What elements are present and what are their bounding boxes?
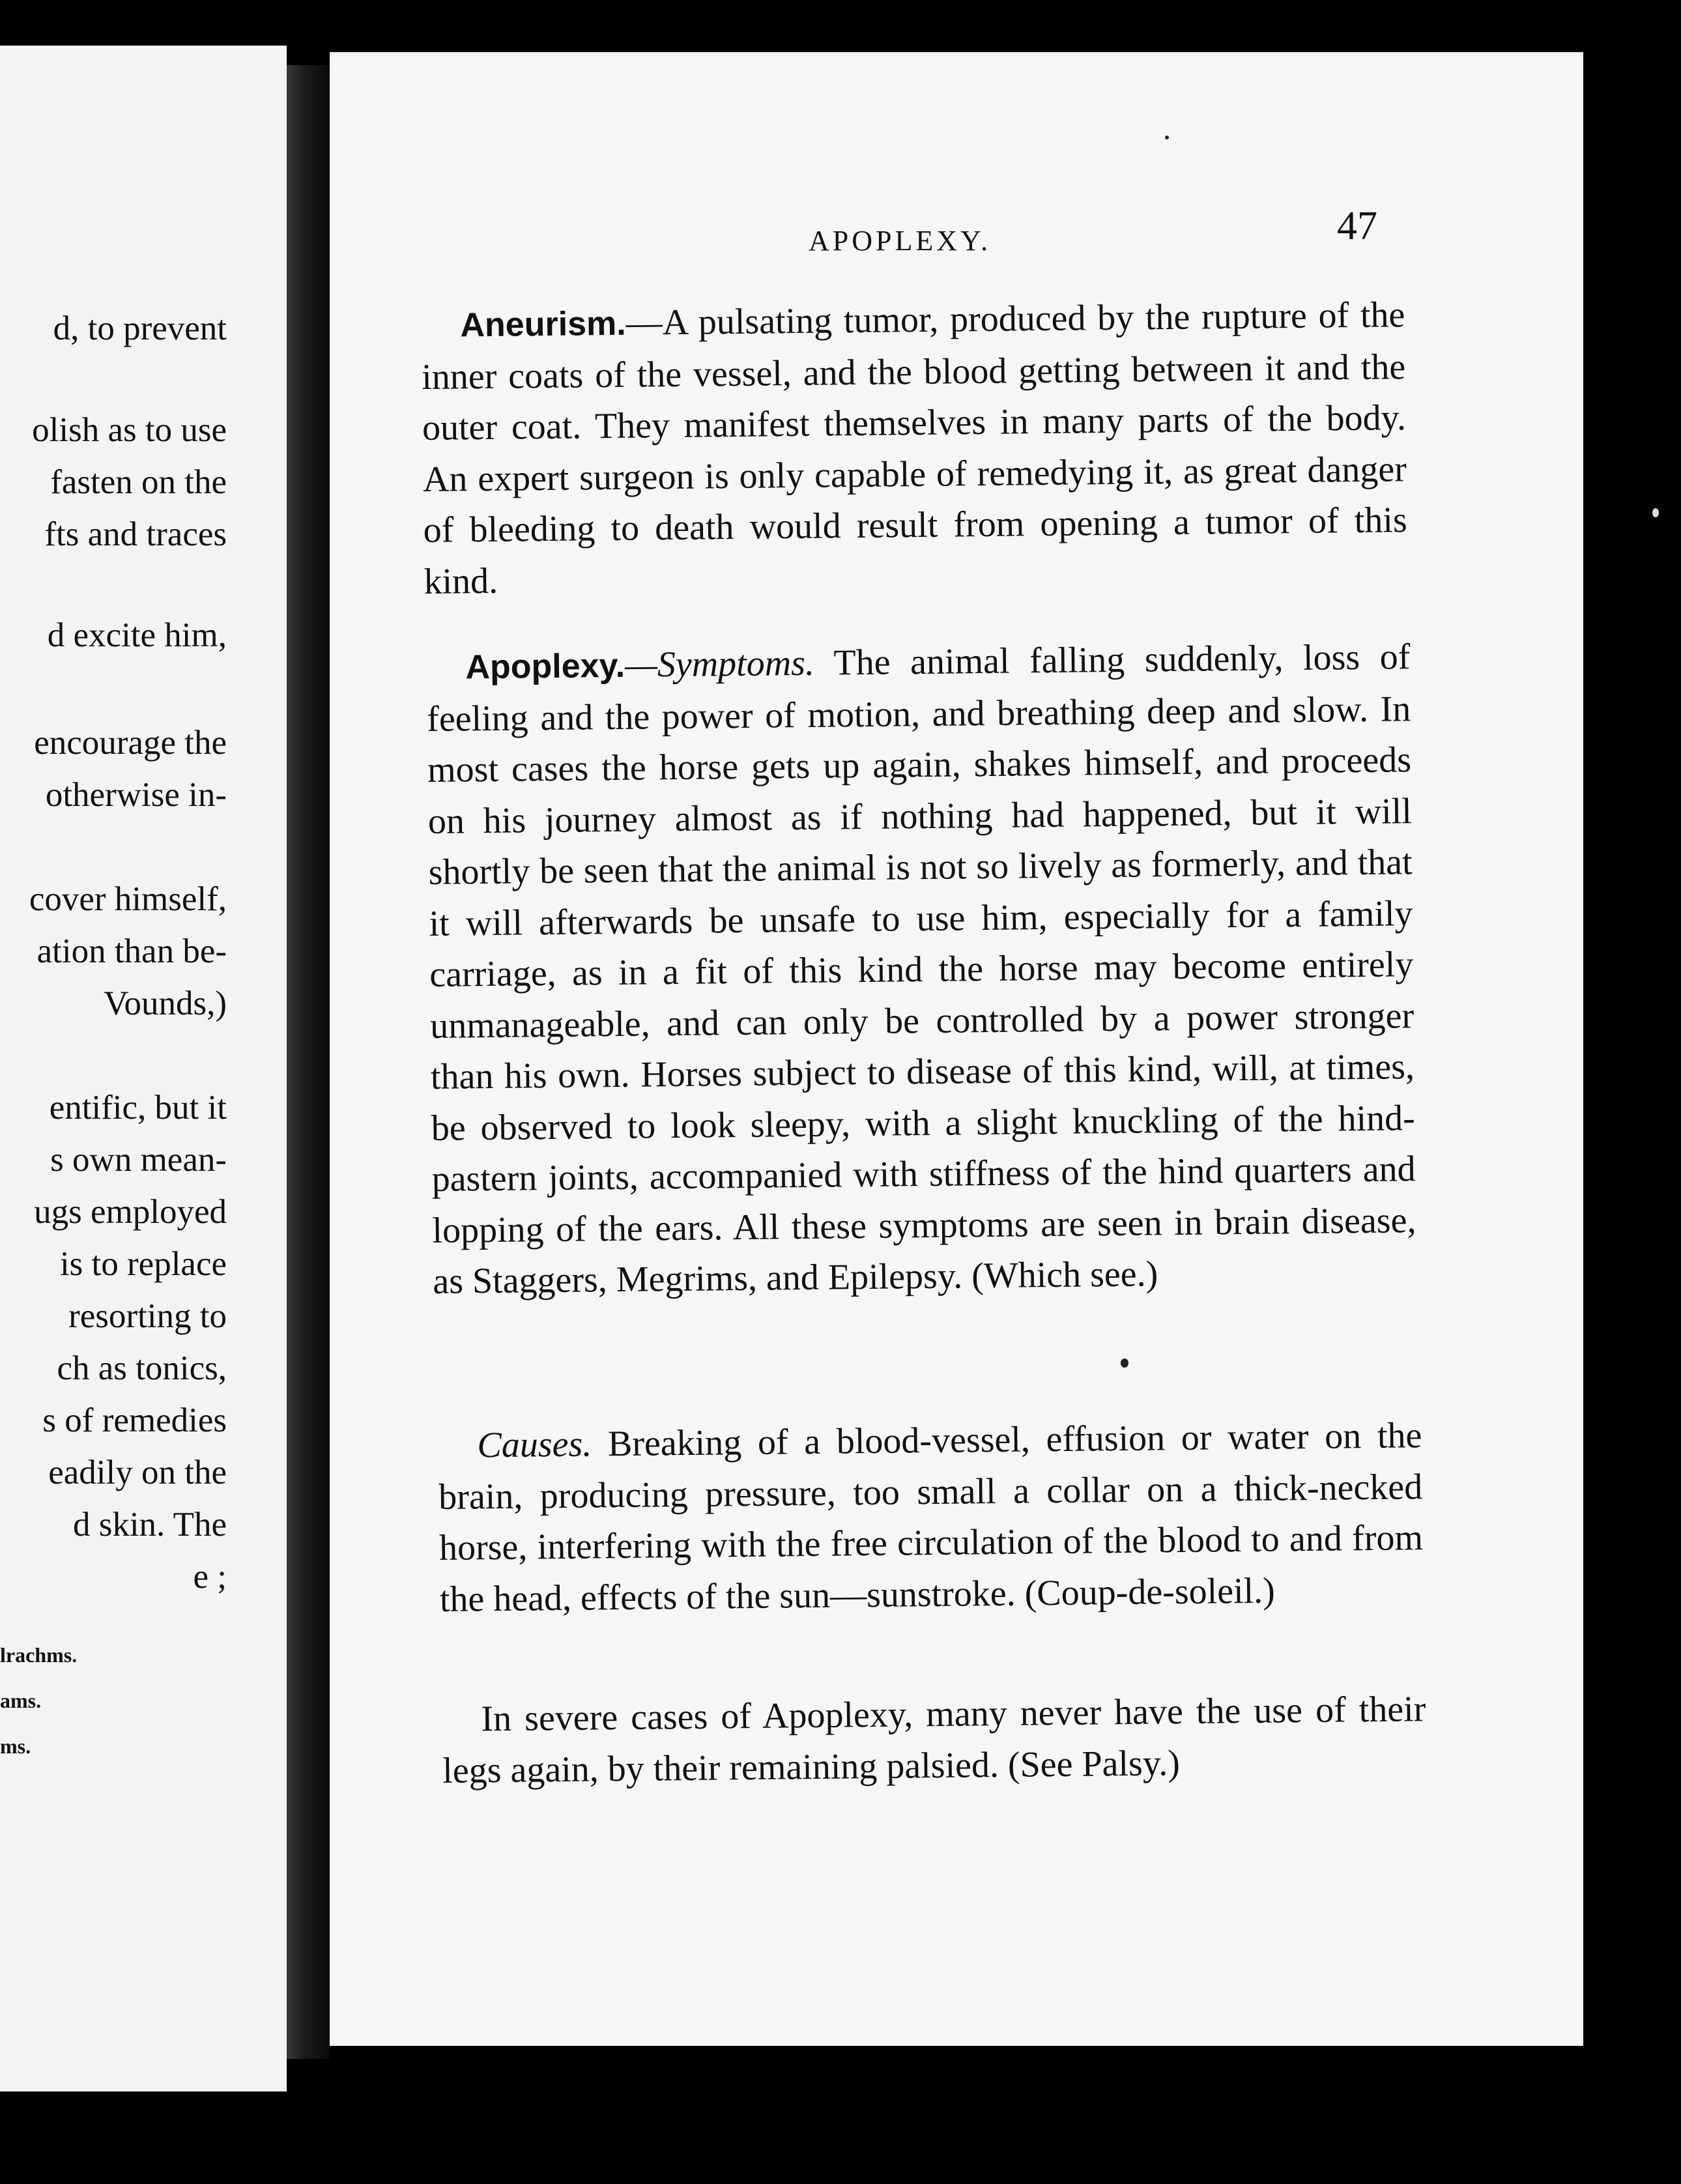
aneurism-body: —A pulsating tumor, produced by the rupture of the inner coats of the vessel, and the blood getting between it and the outer coat. They manifest themselves in many parts of the body. An expert surgeon is only capable of remedying it, as great danger of bleeding to death would result from opening a tumor of this kind. [421, 295, 1407, 602]
previous-page-line: d excite him, [47, 616, 227, 654]
previous-page-line: olish as to use [32, 411, 227, 449]
previous-page-line: fts and traces [44, 515, 227, 553]
aneurism-paragraph [421, 289, 1408, 607]
previous-page-line: e ; [193, 1558, 227, 1596]
causes-heading: Causes. [477, 1424, 592, 1466]
scan-speck [1652, 508, 1659, 517]
previous-page-line: d skin. The [72, 1506, 227, 1544]
previous-page-line: is to replace [59, 1245, 227, 1283]
print-speck [1165, 136, 1169, 139]
previous-page-line: Vounds,) [104, 984, 227, 1022]
previous-page-line: s own mean- [50, 1141, 227, 1179]
aneurism-heading: Aneurism. [460, 304, 627, 345]
severe-cases-paragraph [442, 1684, 1427, 1796]
causes-body: Breaking of a blood-vessel, effusion or water on the brain, producing pressure, too small a collar on a thick-necked horse, interfering with the free circulation of the blood to and from the head, effects of the sun—sunstroke. (Coup-de-soleil.) [438, 1415, 1424, 1620]
symptoms-subheading: —Symptoms. [624, 642, 815, 685]
previous-page-line: cover himself, [29, 880, 227, 918]
previous-page-line: fasten on the [50, 463, 227, 501]
page-number: 47 [1337, 204, 1377, 248]
previous-page-line: ch as tonics, [57, 1349, 227, 1387]
previous-page-line: encourage the [34, 724, 227, 762]
book-gutter [287, 65, 330, 2059]
previous-page-line: resorting to [68, 1297, 227, 1335]
causes-paragraph [438, 1410, 1424, 1625]
apoplexy-heading: Apoplexy. [465, 646, 625, 687]
previous-page-line: ation than be- [36, 932, 227, 970]
previous-page-line: otherwise in- [45, 776, 227, 814]
previous-page [0, 46, 287, 2091]
previous-page-line: eadily on the [48, 1454, 227, 1491]
previous-page-line: ms. [0, 1734, 31, 1758]
apoplexy-paragraph [426, 631, 1417, 1307]
previous-page-line: lrachms. [0, 1643, 78, 1667]
print-speck [1121, 1358, 1128, 1368]
apoplexy-body: The animal falling suddenly, loss of feeling and the power of motion, and breathing deep and slow. In most cases the horse gets up again, shakes himself, and proceeds on his journey almost as if nothing had happened, but it will shortly be seen that the animal is not so lively as formerly, and that it will afterwards be unsafe to use him, especially for a family carriage, as in a fit of this kind the horse may become entirely unmanageable, and can only be controlled by a power stronger than his own. Horses subject to disease of this kind, will, at times, be observed to look sleepy, with a slight knuckling of the hind-pastern joints, accompanied with stiffness of the hind quarters and lopping of the ears. All these symptoms are seen in brain disease, as Staggers, Megrims, and Epilepsy. (Which see.) [426, 637, 1416, 1302]
previous-page-line: entific, but it [49, 1089, 227, 1127]
previous-page-line: d, to prevent [53, 309, 227, 347]
previous-page-line: ams. [0, 1689, 42, 1712]
running-head: APOPLEXY. [809, 225, 992, 257]
previous-page-text [0, 46, 287, 2091]
severe-cases-body: In severe cases of Apoplexy, many never have the use of their legs again, by their remaining palsied. (See Palsy.) [442, 1689, 1426, 1791]
previous-page-line: ugs employed [34, 1193, 227, 1231]
previous-page-line: s of remedies [42, 1401, 227, 1439]
current-page [330, 52, 1583, 2046]
